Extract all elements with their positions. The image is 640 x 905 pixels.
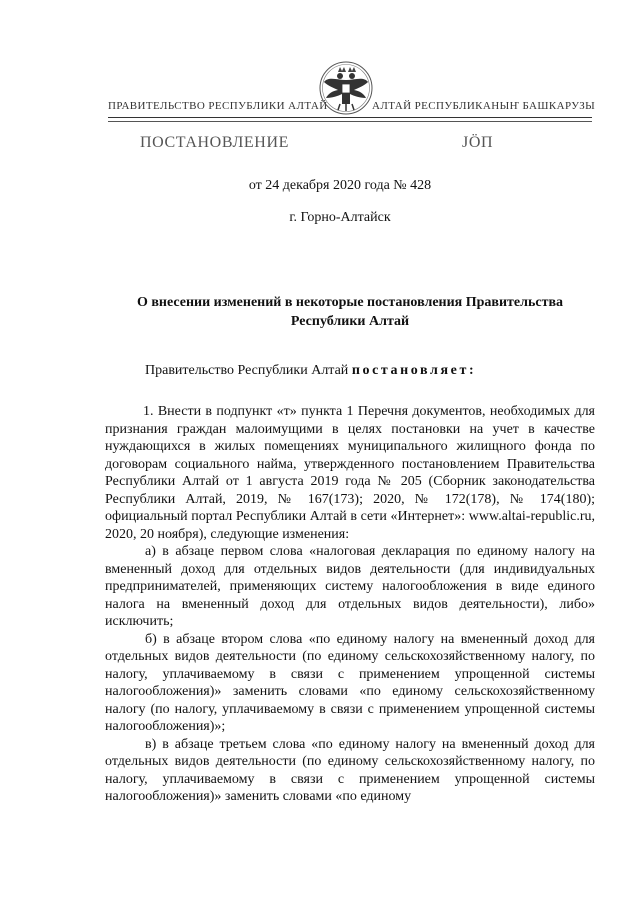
paragraph-b: б) в абзаце втором слова «по единому налогу на вмененный доход для отдельных видов деятельности (по единому сельскохозяйственному налогу, по налогу, уплачиваемому в связи с применением упрощенной системы налогообложения)» заменить словами «по единому сельскохозяйственному налогу (по налогу, уплачиваемому в связи с применением упрощенной системы налогообложения)»; bbox=[105, 631, 595, 734]
header-org-ru: ПРАВИТЕЛЬСТВО РЕСПУБЛИКИ АЛТАЙ bbox=[108, 100, 328, 112]
decree-verb: постановляет: bbox=[351, 363, 477, 378]
doc-title: О внесении изменений в некоторые постановления Правительства Республики Алтай bbox=[136, 295, 564, 329]
doc-body bbox=[105, 403, 595, 806]
paragraph-v: в) в абзаце третьем слова «по единому налогу на вмененный доход для отдельных видов деятельности (по единому сельскохозяйственному налогу, по налогу, уплачиваемому в связи с применением упрощенной системы налогообложения)» заменить словами «по единому bbox=[105, 736, 595, 804]
header-divider-thick bbox=[108, 117, 592, 118]
eagle-emblem-icon bbox=[318, 58, 374, 118]
doc-city: г. Горно-Алтайск bbox=[289, 210, 391, 225]
paragraph-a: а) в абзаце первом слова «налоговая декларация по единому налогу на вмененный доход для отдельных видов деятельности (для индивидуальных предпринимателей, применяющих систему налогообложения в виде единого налога на вмененный доход для отдельных видов деятельности), либо» исключить; bbox=[105, 544, 595, 629]
decree-prefix: Правительство Республики Алтай bbox=[145, 363, 352, 378]
doc-date-number: от 24 декабря 2020 года № 428 bbox=[248, 178, 432, 193]
doc-type-alt: ЈӦП bbox=[462, 134, 494, 151]
header-divider-thin bbox=[108, 121, 592, 122]
decree-line bbox=[145, 363, 476, 379]
paragraph-1: 1. Внести в подпункт «т» пункта 1 Перечня документов, необходимых для признания граждан малоимущими в целях постановки на учет в качестве нуждающихся в жилых помещениях муниципального жилищного фонда по договорам социального найма, утвержденного постановлением Правительства Республики Алтай от 1 августа 2019 года № 205 (Сборник законодательства Республики Алтай, 2019, № 167(173); 2020, № 172(178), № 174(180); официальный портал Республики Алтай в сети «Интернет»: www.altai-republic.ru, 2020, 20 ноября), следующие изменения: bbox=[105, 404, 595, 542]
header-org-alt: АЛТАЙ РЕСПУБЛИКАНЫҤ БАШКАРУЗЫ bbox=[372, 100, 596, 112]
doc-type-ru: ПОСТАНОВЛЕНИЕ bbox=[140, 134, 289, 151]
